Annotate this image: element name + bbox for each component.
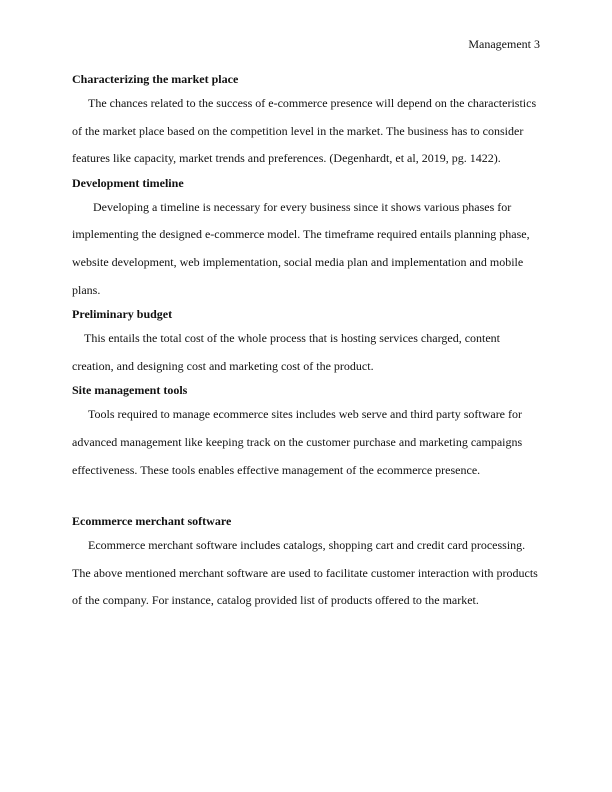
- section-paragraph: [72, 532, 540, 615]
- section-paragraph: [72, 401, 540, 484]
- paragraph-line: advanced management like keeping track on the customer purchase and marketing campaigns: [72, 434, 523, 449]
- section-market-place: [72, 69, 540, 173]
- section-heading: Development timeline: [72, 175, 184, 190]
- paragraph-line: implementing the designed e-commerce model. The timeframe required entails planning phase,: [72, 227, 530, 242]
- section-site-management-tools: [72, 380, 540, 484]
- paragraph-line: website development, web implementation, social media plan and implementation and mobile: [72, 254, 524, 269]
- section-paragraph: [72, 194, 540, 304]
- paragraph-line: Developing a timeline is necessary for every business since it shows various phases for: [93, 199, 512, 214]
- section-merchant-software: [72, 511, 540, 615]
- section-paragraph: [72, 90, 540, 173]
- section-heading: Preliminary budget: [72, 307, 173, 322]
- document-body: [72, 69, 540, 615]
- paragraph-line: effectiveness. These tools enables effective management of the ecommerce presence.: [72, 462, 481, 477]
- paragraph-line: creation, and designing cost and marketing cost of the product.: [72, 358, 374, 373]
- section-heading: Site management tools: [72, 383, 188, 398]
- paragraph-line: Tools required to manage ecommerce sites includes web serve and third party software for: [88, 407, 523, 422]
- paragraph-line: The chances related to the success of e-commerce presence will depend on the characteristics: [88, 96, 537, 110]
- section-paragraph: [72, 325, 540, 380]
- section-heading: Ecommerce merchant software: [72, 514, 232, 529]
- section-development-timeline: [72, 173, 540, 304]
- paragraph-line: This entails the total cost of the whole process that is hosting services charged, content: [84, 331, 501, 346]
- paragraph-line: features like capacity, market trends and preferences. (Degenhardt, et al, 2019, pg. 1422).: [72, 151, 501, 166]
- blank-line: [72, 484, 540, 511]
- paragraph-line: of the company. For instance, catalog provided list of products offered to the market.: [72, 593, 479, 608]
- section-heading: Characterizing the market place: [72, 72, 239, 86]
- paragraph-line: of the market place based on the competition level in the market. The business has to consider: [72, 123, 524, 138]
- paragraph-line: Ecommerce merchant software includes catalogs, shopping cart and credit card processing.: [88, 538, 526, 553]
- paragraph-line: The above mentioned merchant software are used to facilitate customer interaction with products: [72, 565, 538, 580]
- paragraph-line: plans.: [72, 282, 101, 297]
- section-preliminary-budget: [72, 304, 540, 380]
- running-head: Management 3: [468, 37, 540, 51]
